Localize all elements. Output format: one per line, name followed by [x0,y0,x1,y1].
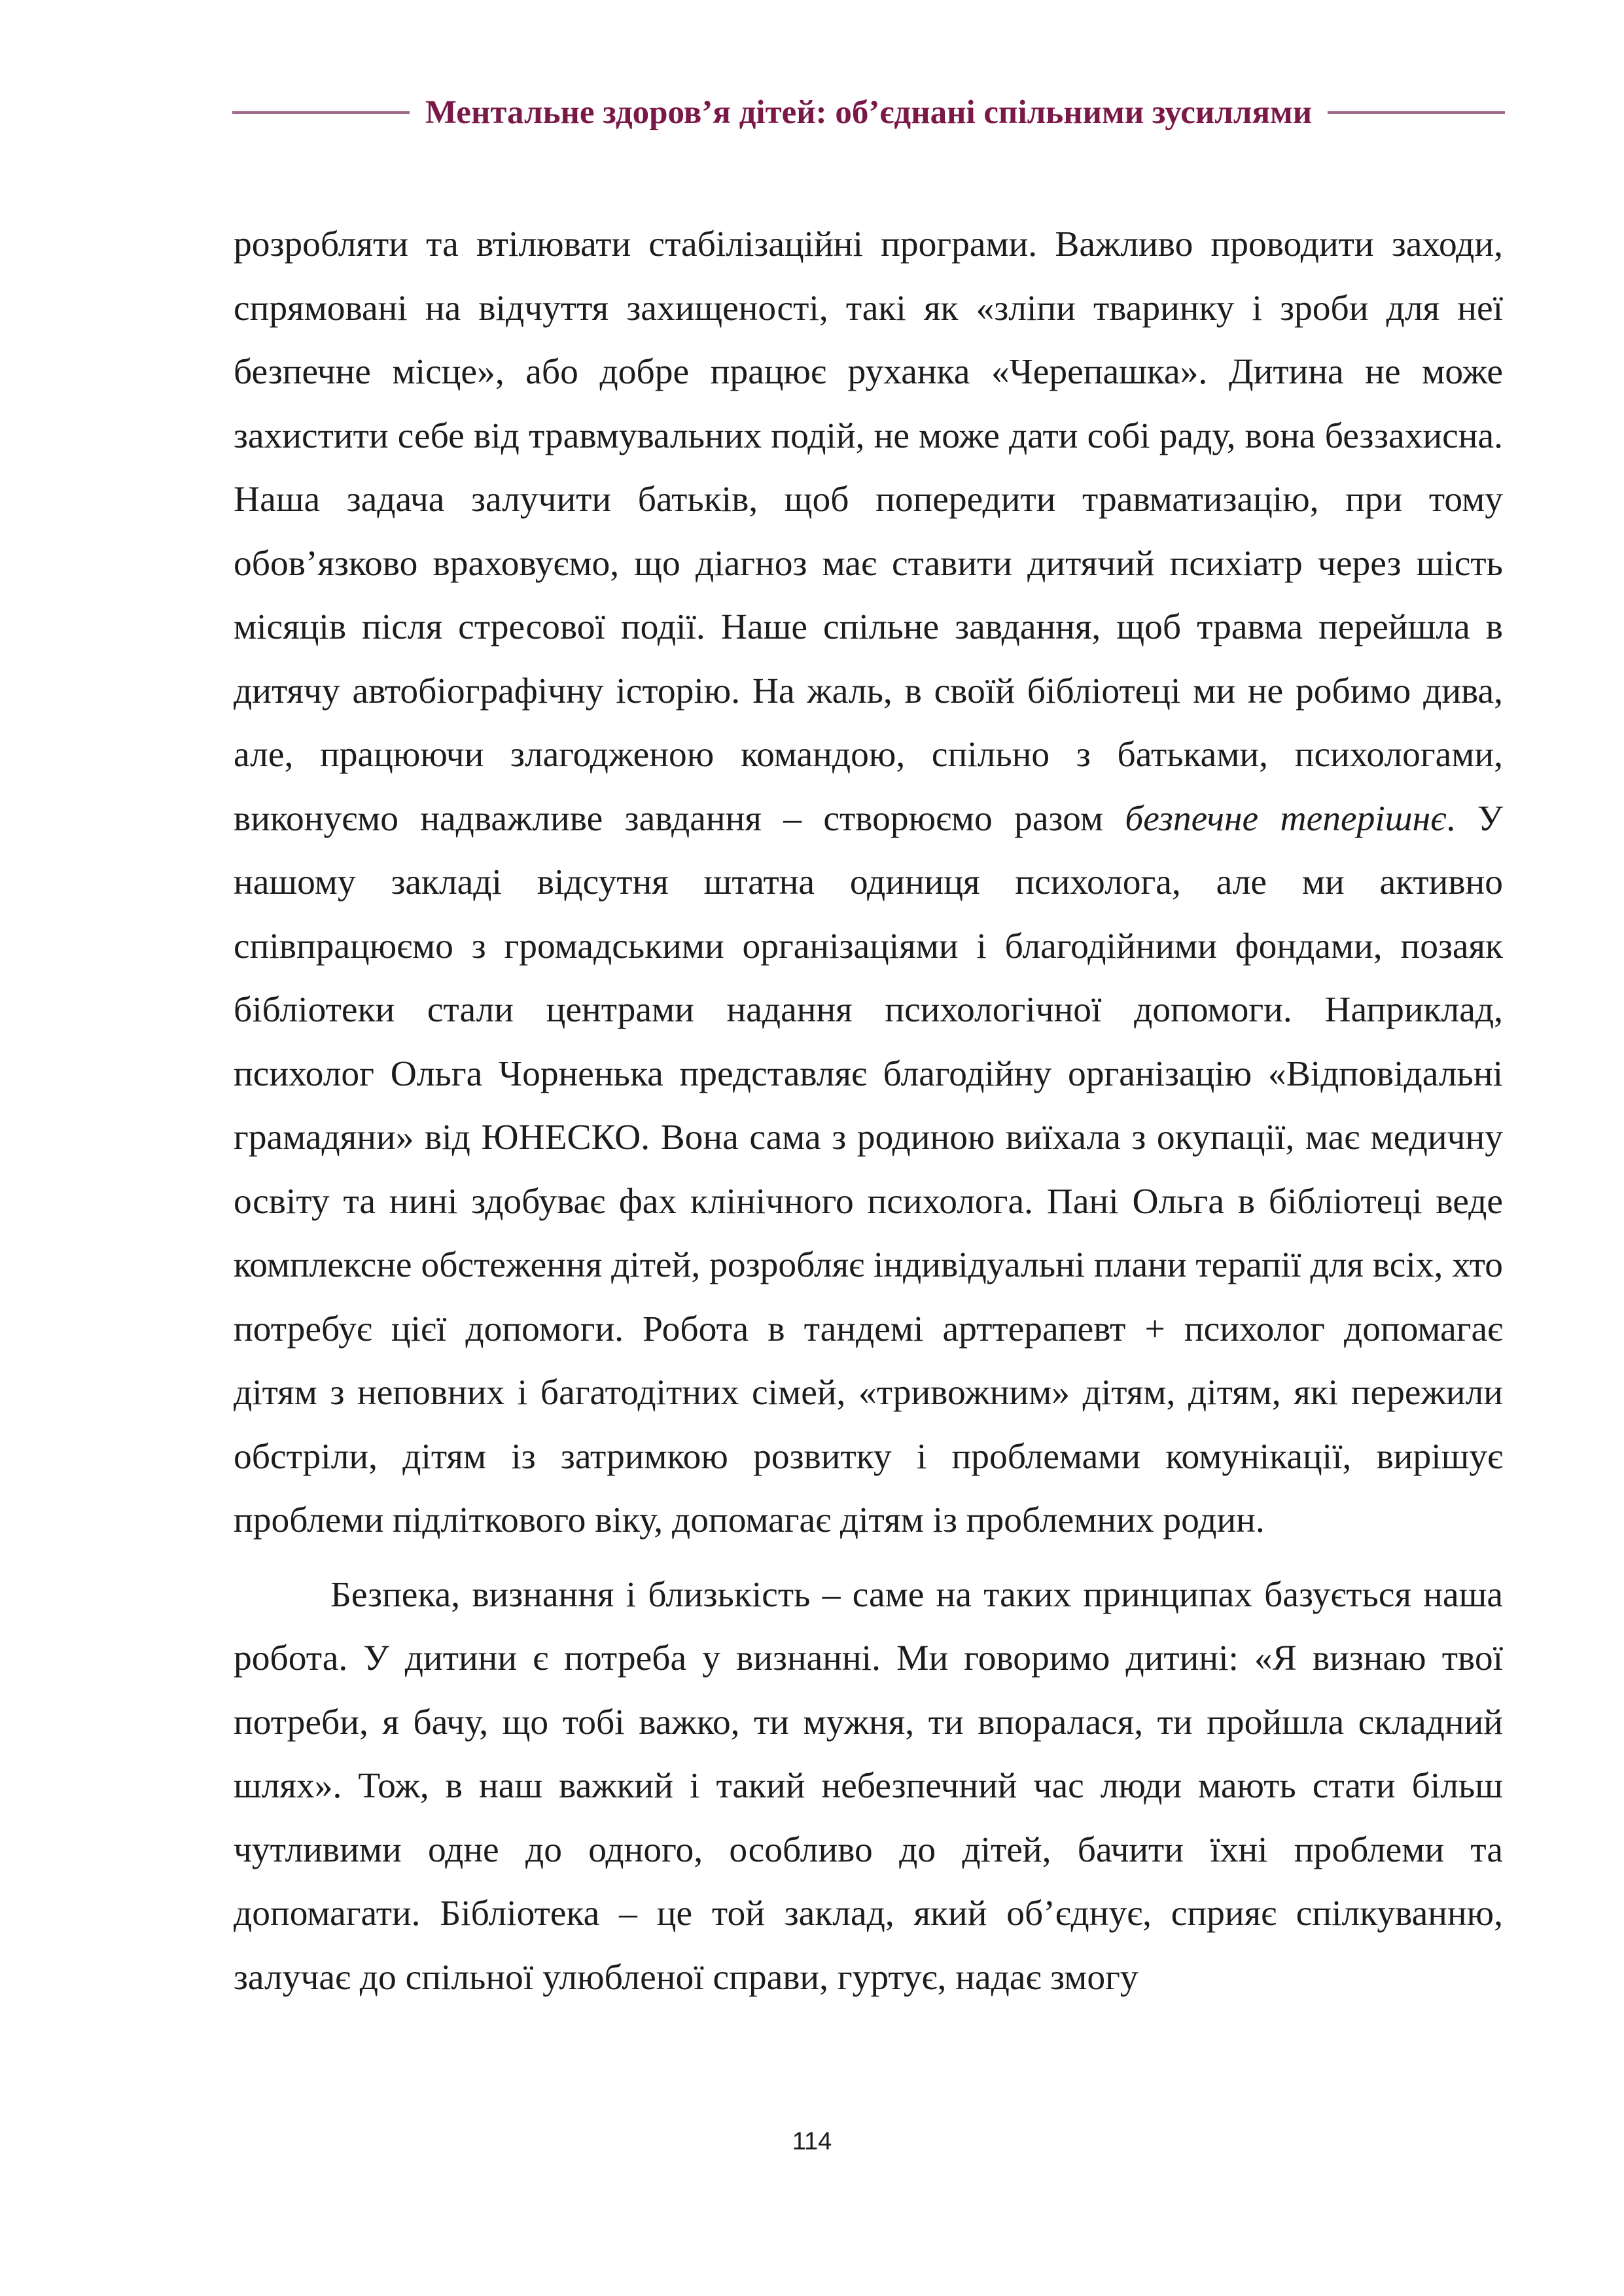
header-title: Ментальне здоров’я дітей: об’єднані спільними зусиллями [425,94,1313,131]
page-number: 114 [792,2128,832,2155]
paragraph-2: Безпека, визнання і близькість – саме на таких принципах базується наша робота. У дитини є потреба у визнанні. Ми говоримо дитині: «Я визнаю твої потреби, я бачу, що тобі важко, ти мужня, ти впоралася, ти пройшла складний шлях». Тож, в наш важкий і такий небезпечний час люди мають стати більш чутливими одне до одного, особливо до дітей, бачити їхні проблеми та допомагати. Бібліотека – це той заклад, який об’єднує, сприяє спілкуванню, залучає до спільної улюбленої справи, гуртує, надає змогу [234,1574,1503,1998]
running-header [232,86,1505,139]
paragraph-1-text-before-italic: розробляти та втілювати стабілізаційні програми. Важливо проводити заходи, спрямовані на відчуття захищеності, такі як «зліпи тваринку і зроби для неї безпечне місце», або добре працює руханка «Черепашка». Дитина не може захистити себе від травмувальних подій, не може дати собі раду, вона беззахисна. Наша задача залучити батьків, щоб попередити травматизацію, при тому обов’язково враховуємо, що діагноз має ставити дитячий психіатр через шість місяців після стресової події. Наше спільне завдання, щоб травма перейшла в дитячу автобіографічну історію. На жаль, в своїй бібліотеці ми не робимо дива, але, працюючи злагодженою командою, спільно з батьками, психологами, виконуємо надважливе завдання – створюємо разом [234,224,1503,839]
header-rule-right [1328,111,1505,114]
header-rule-left [232,111,410,114]
paragraph-1-italic-phrase: безпечне теперішнє [1125,798,1447,839]
body-text [234,213,1503,2009]
paragraph-1-text-after-italic: . У нашому закладі відсутня штатна одиниця психолога, але ми активно співпрацюємо з громадськими організаціями і благодійними фондами, позаяк бібліотеки стали центрами надання психологічної допомоги. Наприклад, психолог Ольга Чорненька представляє благодійну організацію «Відповідальні грамадяни» від ЮНЕСКО. Вона сама з родиною виїхала з окупації, має медичну освіту та нині здобуває фах клінічного психолога. Пані Ольга в бібліотеці веде комплексне обстеження дітей, розробляє індивідуальні плани терапії для всіх, хто потребує цієї допомоги. Робота в тандемі арттерапевт + психолог допомагає дітям з неповних і багатодітних сімей, «тривожним» дітям, дітям, які пережили обстріли, дітям із затримкою розвитку і проблемами комунікації, вирішує проблеми підліткового віку, допомагає дітям із проблемних родин. [234,798,1503,1540]
paragraph-1 [234,213,1503,1553]
